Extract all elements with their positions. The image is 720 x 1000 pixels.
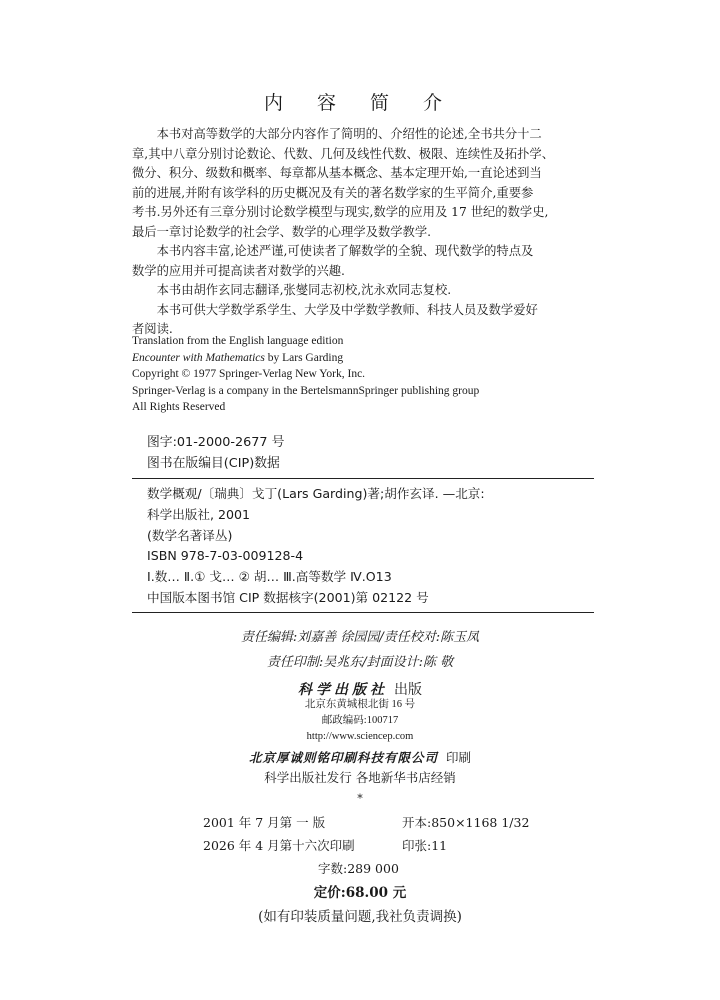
word-count: 字数:289 000	[318, 861, 399, 876]
permit-number: 图字:01-2000-2677 号	[147, 435, 285, 450]
intro-line: 最后一章讨论数学的社会学、数学的心理学及数学教学.	[132, 224, 432, 239]
intro-line: 前的进展,并附有该学科的历史概况及有关的著名数学家的生平简介,重要参	[132, 185, 534, 200]
printing-date: 2026 年 4 月第十六次印刷	[203, 838, 355, 853]
rights-line: All Rights Reserved	[132, 401, 226, 413]
intro-line: 本书可供大学数学系学生、大学及中学数学教师、科技人员及数学爱好	[156, 302, 538, 317]
distribution-line: 科学出版社发行 各地新华书店经销	[264, 770, 456, 785]
divider-bottom	[132, 612, 594, 613]
cip-heading: 图书在版编目(CIP)数据	[147, 455, 280, 471]
cip-header	[147, 433, 284, 474]
cip-line: (数学名著译丛)	[147, 527, 233, 543]
format-size: 开本:850×1168 1/32	[402, 815, 530, 830]
price: 定价:68.00 元	[313, 885, 407, 901]
printer-line	[0, 748, 720, 766]
publisher-address: 北京东黄城根北街 16 号	[304, 699, 416, 710]
quality-notice: (如有印装质量问题,我社负责调换)	[258, 909, 462, 925]
first-edition-date: 2001 年 7 月第 一 版	[203, 815, 326, 830]
publisher-postcode: 邮政编码:100717	[321, 715, 399, 726]
book-description	[132, 125, 592, 340]
publisher-url: http://www.sciencep.com	[306, 731, 414, 742]
cip-line: 中国版本图书馆 CIP 数据核字(2001)第 02122 号	[147, 589, 429, 605]
intro-line: 考书.另外还有三章分别讨论数学模型与现实,数学的应用及 17 世纪的数学史,	[132, 205, 549, 219]
printer-name: 北京厚诚则铭印刷科技有限公司	[248, 750, 438, 765]
publisher-line	[0, 679, 720, 699]
printer-suffix: 印刷	[446, 750, 472, 765]
original-title-line	[132, 350, 592, 367]
intro-line: 数学的应用并可提高读者对数学的兴趣.	[132, 263, 345, 278]
intro-paragraph-2	[132, 242, 592, 281]
publisher-logo-text: 科学出版社	[298, 682, 388, 698]
cip-line: ISBN 978-7-03-009128-4	[147, 548, 304, 564]
intro-line: 章,其中八章分别讨论数论、代数、几何及线性代数、极限、连续性及拓扑学、	[132, 146, 555, 161]
page-title: 内 容 简 介	[263, 92, 457, 114]
publisher-suffix: 出版	[394, 682, 422, 698]
intro-paragraph-1	[132, 125, 592, 242]
production-line: 责任印制:吴兆东/封面设计:陈 敬	[266, 655, 454, 670]
copyright-line: Copyright © 1977 Springer-Verlag New York, Inc.	[132, 368, 366, 380]
intro-line: 本书对高等数学的大部分内容作了简明的、介绍性的论述,全书共分十二	[156, 127, 542, 141]
cip-line: 科学出版社, 2001	[147, 506, 251, 522]
original-title: Encounter with Mathematics	[132, 351, 265, 364]
intro-paragraph-3: 本书由胡作玄同志翻译,张燮同志初校,沈永欢同志复校.	[156, 283, 452, 297]
original-author: by Lars Garding	[264, 351, 344, 364]
print-sheets: 印张:11	[402, 838, 448, 853]
editors-line: 责任编辑:刘嘉善 徐园园/责任校对:陈玉凤	[240, 630, 480, 645]
translation-notice	[132, 333, 592, 416]
divider-top	[132, 478, 594, 479]
cip-record	[147, 484, 594, 609]
intro-line: 微分、积分、级数和概率、每章都从基本概念、基本定理开始,一直论述到当	[132, 166, 542, 180]
translation-line: Translation from the English language edition	[132, 335, 344, 347]
intro-line: 本书内容丰富,论述严谨,可使读者了解数学的全貌、现代数学的特点及	[156, 244, 534, 258]
separator-star: *	[357, 792, 363, 805]
cip-line: 数学概观/〔瑞典〕戈丁(Lars Garding)著;胡作玄译. —北京:	[147, 486, 485, 501]
publisher-group-line: Springer-Verlag is a company in the BertelsmannSpringer publishing group	[132, 384, 480, 397]
intro-line: 者阅读.	[132, 322, 173, 336]
cip-line: Ⅰ.数… Ⅱ.① 戈… ② 胡… Ⅲ.高等数学 Ⅳ.O13	[147, 569, 392, 585]
